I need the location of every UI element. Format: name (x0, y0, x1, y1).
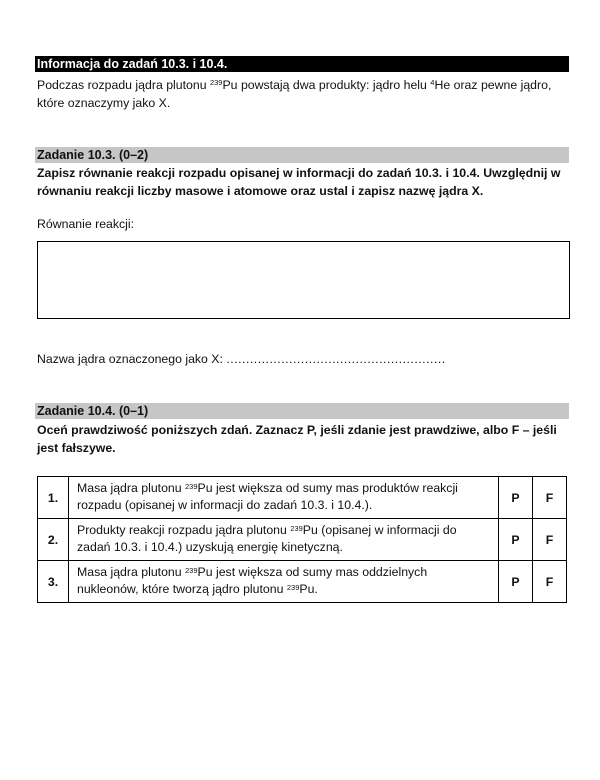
row-number: 2. (38, 519, 69, 561)
row-number: 3. (38, 561, 69, 603)
info-text (37, 76, 569, 112)
row-number: 1. (38, 477, 69, 519)
statement-part: Masa jądra plutonu (77, 480, 186, 495)
option-f[interactable]: F (533, 561, 567, 603)
option-p[interactable]: P (499, 477, 533, 519)
mass-number: 239 (286, 583, 300, 592)
statement-part: Pu jest większa od sumy mas produktów reakcji rozpadu (opisanej w informacji do zadań 10.3. i 10.4.). (77, 480, 458, 512)
mass-number: 239 (185, 481, 198, 491)
statement (69, 519, 499, 561)
statement-part: Pu (opisanej w informacji do zadań 10.3. i 10.4.) uzyskują energię kinetyczną. (77, 522, 457, 554)
pu-symbol: Pu (222, 78, 238, 92)
statement-part: Pu. (299, 582, 318, 596)
option-f[interactable]: F (533, 519, 567, 561)
option-f[interactable]: F (533, 477, 567, 519)
mass-number: 239 (185, 565, 198, 575)
equation-answer-box[interactable] (37, 241, 570, 319)
equation-label: Równanie reakcji: (37, 217, 135, 231)
table-row (38, 477, 567, 519)
nucleus-name-line (37, 350, 569, 368)
option-p[interactable]: P (499, 519, 533, 561)
task-10-4-instruction: Oceń prawdziwość poniższych zdań. Zaznacz P, jeśli zdanie jest prawdziwe, albo F – jeśli jest fałszywe. (37, 423, 557, 455)
statement-part: Pu jest większa od sumy mas oddzielnych nukleonów, które tworzą jądro plutonu (77, 564, 428, 596)
statement (69, 477, 499, 519)
task-10-3-instruction: Zapisz równanie reakcji rozpadu opisanej w informacji do zadań 10.3. i 10.4. Uwzględnij w równaniu reakcji liczby masowe i atomowe oraz ustal i zapisz nazwę jądra X. (37, 166, 561, 198)
table-row (38, 519, 567, 561)
info-text-part-2: powstają dwa produkty: jądro helu (237, 78, 431, 92)
option-p[interactable]: P (499, 561, 533, 603)
info-text-part-1: Podczas rozpadu jądra plutonu (37, 78, 210, 92)
statement-part: Masa jądra plutonu (77, 564, 186, 579)
true-false-table (37, 476, 567, 603)
task-10-3-header: Zadanie 10.3. (0–2) (35, 147, 569, 163)
info-text-part-3: oraz pewne jądro, które oznaczymy jako X. (37, 78, 552, 110)
pu-mass-number: 239 (209, 78, 223, 87)
statement (69, 561, 499, 603)
nucleus-name-label: Nazwa jądra oznaczonego jako X: (37, 352, 223, 366)
he-symbol: He (434, 78, 451, 92)
task-10-4-header: Zadanie 10.4. (0–1) (35, 403, 569, 419)
statement-part: Produkty reakcji rozpadu jądra plutonu (77, 522, 291, 537)
info-header: Informacja do zadań 10.3. i 10.4. (35, 56, 569, 72)
table-row (38, 561, 567, 603)
mass-number: 239 (290, 523, 303, 533)
nucleus-name-answer-field[interactable]: ........................................................ (226, 352, 446, 366)
he-mass-number: 4 (430, 78, 435, 87)
